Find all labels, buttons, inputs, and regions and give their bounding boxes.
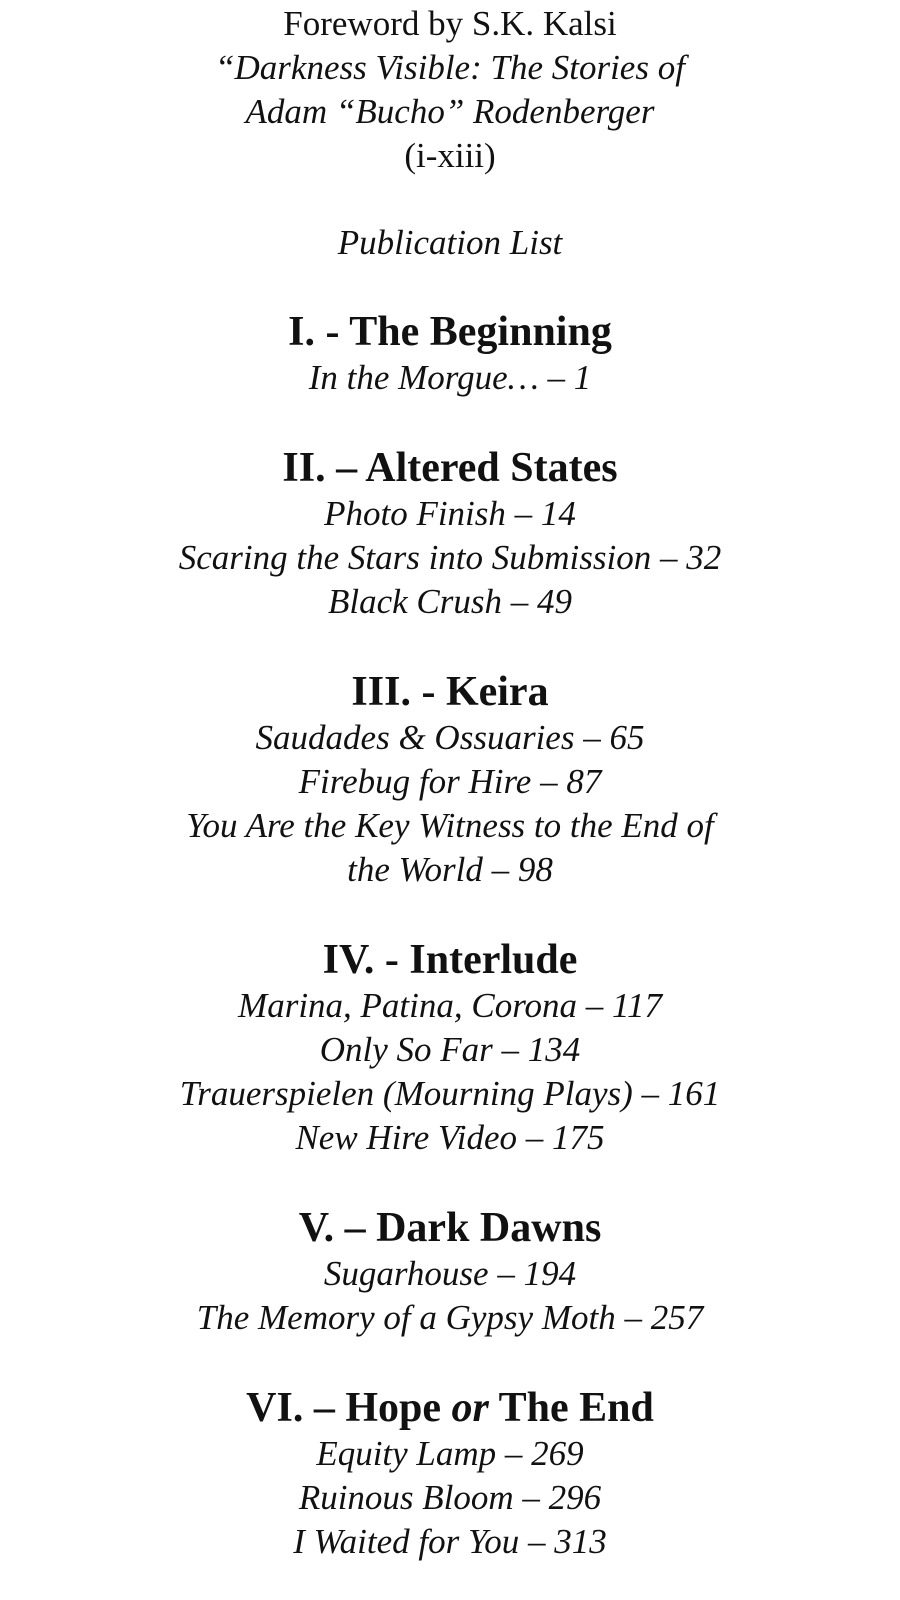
section-3 <box>0 668 900 892</box>
section-6 <box>0 1384 900 1564</box>
section-title-post: The End <box>488 1385 654 1431</box>
story-entry: New Hire Video – 175 <box>295 1118 605 1157</box>
story-entry: I Waited for You – 313 <box>293 1522 607 1561</box>
story-entry: Marina, Patina, Corona – 117 <box>238 986 662 1025</box>
foreword-title-line-2: Adam “Bucho” Rodenberger <box>245 92 655 131</box>
section-title <box>0 1384 900 1432</box>
foreword-line: Foreword by S.K. Kalsi <box>283 4 617 43</box>
story-entry: Only So Far – 134 <box>319 1030 581 1069</box>
section-1 <box>0 308 900 400</box>
story-entry: the World – 98 <box>347 850 553 889</box>
story-entry: The Memory of a Gypsy Moth – 257 <box>196 1298 704 1337</box>
story-entry: Sugarhouse – 194 <box>323 1254 577 1293</box>
story-entry: In the Morgue… – 1 <box>308 358 592 397</box>
section-4 <box>0 936 900 1160</box>
publication-list-heading: Publication List <box>337 223 563 262</box>
front-matter <box>0 0 900 265</box>
section-2 <box>0 444 900 624</box>
story-entry: Trauerspielen (Mourning Plays) – 161 <box>179 1074 721 1113</box>
section-title: V. – Dark Dawns <box>298 1205 602 1251</box>
foreword-pages: (i-xiii) <box>404 136 496 175</box>
story-entry: Firebug for Hire – 87 <box>298 762 602 801</box>
story-entry: Scaring the Stars into Submission – 32 <box>178 538 722 577</box>
section-title: I. - The Beginning <box>288 309 612 355</box>
foreword-title-line-1: “Darkness Visible: The Stories of <box>215 48 685 87</box>
section-5 <box>0 1204 900 1340</box>
section-title: III. - Keira <box>351 669 549 715</box>
section-title-pre: VI. – Hope <box>246 1385 452 1431</box>
section-title-em: or <box>451 1385 489 1431</box>
story-entry: Saudades & Ossuaries – 65 <box>255 718 645 757</box>
story-entry: You Are the Key Witness to the End of <box>186 806 714 845</box>
story-entry: Equity Lamp – 269 <box>316 1434 584 1473</box>
story-entry: Photo Finish – 14 <box>324 494 576 533</box>
story-entry: Ruinous Bloom – 296 <box>298 1478 602 1517</box>
section-title: II. – Altered States <box>282 445 618 491</box>
story-entry: Black Crush – 49 <box>327 582 572 621</box>
section-title: IV. - Interlude <box>322 937 578 983</box>
